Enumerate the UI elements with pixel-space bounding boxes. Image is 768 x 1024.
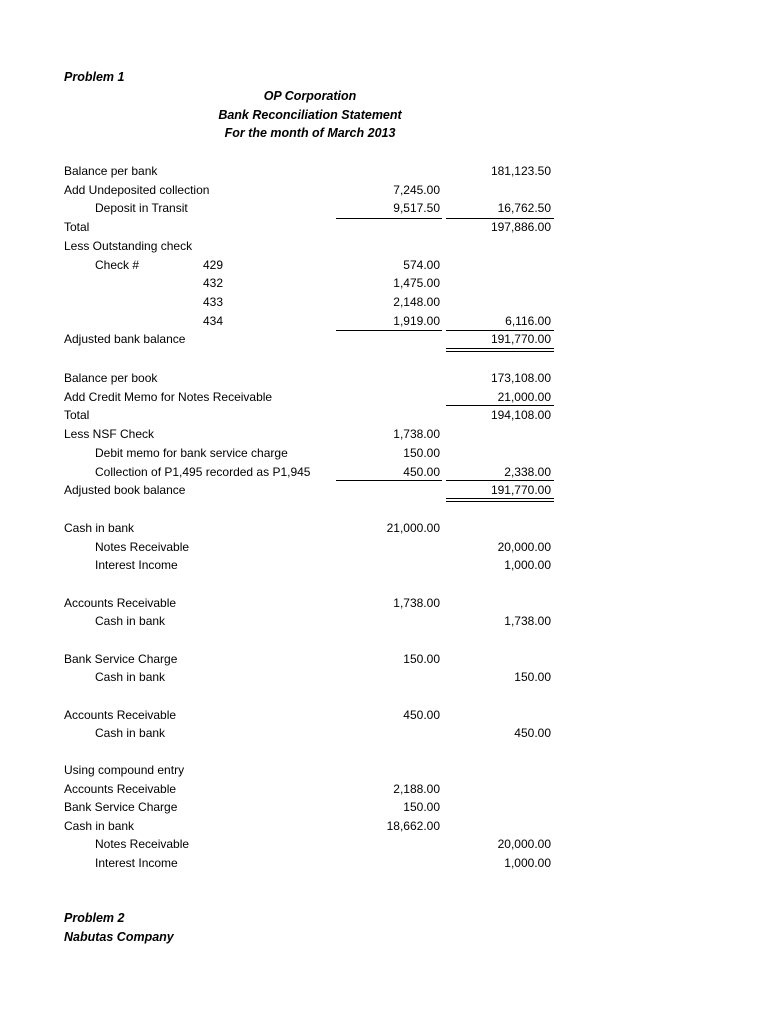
row-label: Notes Receivable <box>95 837 190 851</box>
book-row <box>0 406 768 424</box>
row-label: Less Outstanding check <box>64 238 193 253</box>
amount-col2: 173,108.00 <box>490 371 551 385</box>
row-label: Accounts Receivable <box>64 782 177 796</box>
amount-col2: 191,770.00 <box>490 332 551 347</box>
amount-col2: 450.00 <box>514 726 551 740</box>
subtotal-rule <box>336 330 442 331</box>
amount-col2: 16,762.50 <box>497 201 551 216</box>
book-row <box>0 388 768 406</box>
entries-row <box>0 724 768 742</box>
company-name: OP Corporation <box>263 89 357 103</box>
check-number: 429 <box>203 257 224 272</box>
amount-col1: 7,245.00 <box>393 182 440 197</box>
row-label: Collection of P1,495 recorded as P1,945 <box>95 464 311 479</box>
amount-col2: 191,770.00 <box>490 483 551 498</box>
row-label: Less NSF Check <box>64 427 155 442</box>
amount-col1: 450.00 <box>403 464 440 479</box>
entries-row <box>0 594 768 612</box>
amount-col2: 181,123.50 <box>490 164 551 178</box>
entries-row <box>0 798 768 816</box>
amount-col2: 1,000.00 <box>504 558 551 572</box>
amount-col2: 197,886.00 <box>490 220 551 235</box>
amount-col1: 9,517.50 <box>393 201 440 216</box>
amount-col1: 150.00 <box>403 652 440 666</box>
amount-col1: 1,919.00 <box>393 313 440 328</box>
amount-col2: 2,338.00 <box>504 464 551 479</box>
bank-row <box>0 293 768 311</box>
row-label: Cash in bank <box>95 614 166 628</box>
bank-row <box>0 274 768 292</box>
row-label: Total <box>64 408 90 423</box>
amount-col2: 20,000.00 <box>497 837 551 851</box>
entries-row <box>0 817 768 835</box>
amount-col2: 194,108.00 <box>490 408 551 423</box>
entries-row <box>0 556 768 574</box>
row-label: Interest Income <box>95 558 178 572</box>
entries-row <box>0 780 768 798</box>
problem2-label: Problem 2 <box>64 911 125 925</box>
check-number: 432 <box>203 276 224 291</box>
book-row <box>0 444 768 462</box>
entries-row <box>0 706 768 724</box>
row-label: Bank Service Charge <box>64 652 178 666</box>
book-row <box>0 463 768 481</box>
double-rule-bottom <box>446 501 554 502</box>
row-label: Interest Income <box>95 856 178 870</box>
statement-title: Bank Reconciliation Statement <box>218 108 402 122</box>
row-label: Adjusted book balance <box>64 483 186 498</box>
row-label: Deposit in Transit <box>95 201 188 216</box>
subtotal-rule <box>446 405 554 406</box>
amount-col2: 1,738.00 <box>504 614 551 628</box>
entries-row <box>0 538 768 556</box>
bank-row <box>0 330 768 348</box>
amount-col1: 21,000.00 <box>386 521 440 535</box>
amount-col2: 1,000.00 <box>504 856 551 870</box>
double-rule-bottom <box>446 351 554 352</box>
amount-col2: 6,116.00 <box>505 313 551 328</box>
row-label: Cash in bank <box>95 726 166 740</box>
row-label: Check # <box>95 257 140 272</box>
entries-row <box>0 612 768 630</box>
row-label: Using compound entry <box>64 763 185 777</box>
entries-row <box>0 761 768 779</box>
row-label: Notes Receivable <box>95 540 190 554</box>
subtotal-rule <box>336 218 442 219</box>
bank-row <box>0 237 768 255</box>
entries-row <box>0 519 768 537</box>
row-label: Balance per book <box>64 371 158 385</box>
entries-row <box>0 835 768 853</box>
problem2-company: Nabutas Company <box>64 930 174 944</box>
bank-row <box>0 199 768 217</box>
statement-period: For the month of March 2013 <box>224 126 396 140</box>
row-label: Accounts Receivable <box>64 708 177 722</box>
bank-row <box>0 312 768 330</box>
amount-col1: 1,475.00 <box>393 276 440 291</box>
bank-row <box>0 256 768 274</box>
entries-row <box>0 854 768 872</box>
amount-col1: 18,662.00 <box>386 819 440 833</box>
row-label: Accounts Receivable <box>64 596 177 610</box>
amount-col1: 1,738.00 <box>393 596 440 610</box>
book-row <box>0 481 768 499</box>
row-label: Cash in bank <box>64 819 135 833</box>
check-number: 433 <box>203 294 224 309</box>
bank-row <box>0 162 768 180</box>
row-label: Balance per bank <box>64 164 158 178</box>
subtotal-rule <box>446 218 554 219</box>
bank-row <box>0 218 768 236</box>
amount-col1: 2,148.00 <box>393 294 440 309</box>
amount-col1: 574.00 <box>403 257 440 272</box>
row-label: Cash in bank <box>64 521 135 535</box>
row-label: Total <box>64 220 90 235</box>
book-row <box>0 369 768 387</box>
row-label: Add Undeposited collection <box>64 182 210 197</box>
double-rule-top <box>446 348 554 349</box>
amount-col2: 21,000.00 <box>497 389 551 404</box>
entries-row <box>0 668 768 686</box>
subtotal-rule <box>336 480 442 481</box>
amount-col2: 150.00 <box>514 670 551 684</box>
amount-col1: 2,188.00 <box>393 782 440 796</box>
book-row <box>0 425 768 443</box>
row-label: Cash in bank <box>95 670 166 684</box>
row-label: Adjusted bank balance <box>64 332 186 347</box>
subtotal-rule <box>446 330 554 331</box>
check-number: 434 <box>203 313 224 328</box>
row-label: Debit memo for bank service charge <box>95 445 288 460</box>
double-rule-top <box>446 498 554 499</box>
row-label: Bank Service Charge <box>64 800 178 814</box>
amount-col1: 1,738.00 <box>393 427 440 442</box>
amount-col1: 150.00 <box>403 800 440 814</box>
amount-col1: 150.00 <box>403 445 440 460</box>
problem1-label: Problem 1 <box>64 70 125 84</box>
amount-col1: 450.00 <box>403 708 440 722</box>
subtotal-rule <box>446 480 554 481</box>
row-label: Add Credit Memo for Notes Receivable <box>64 389 273 404</box>
bank-row <box>0 181 768 199</box>
amount-col2: 20,000.00 <box>497 540 551 554</box>
entries-row <box>0 650 768 668</box>
